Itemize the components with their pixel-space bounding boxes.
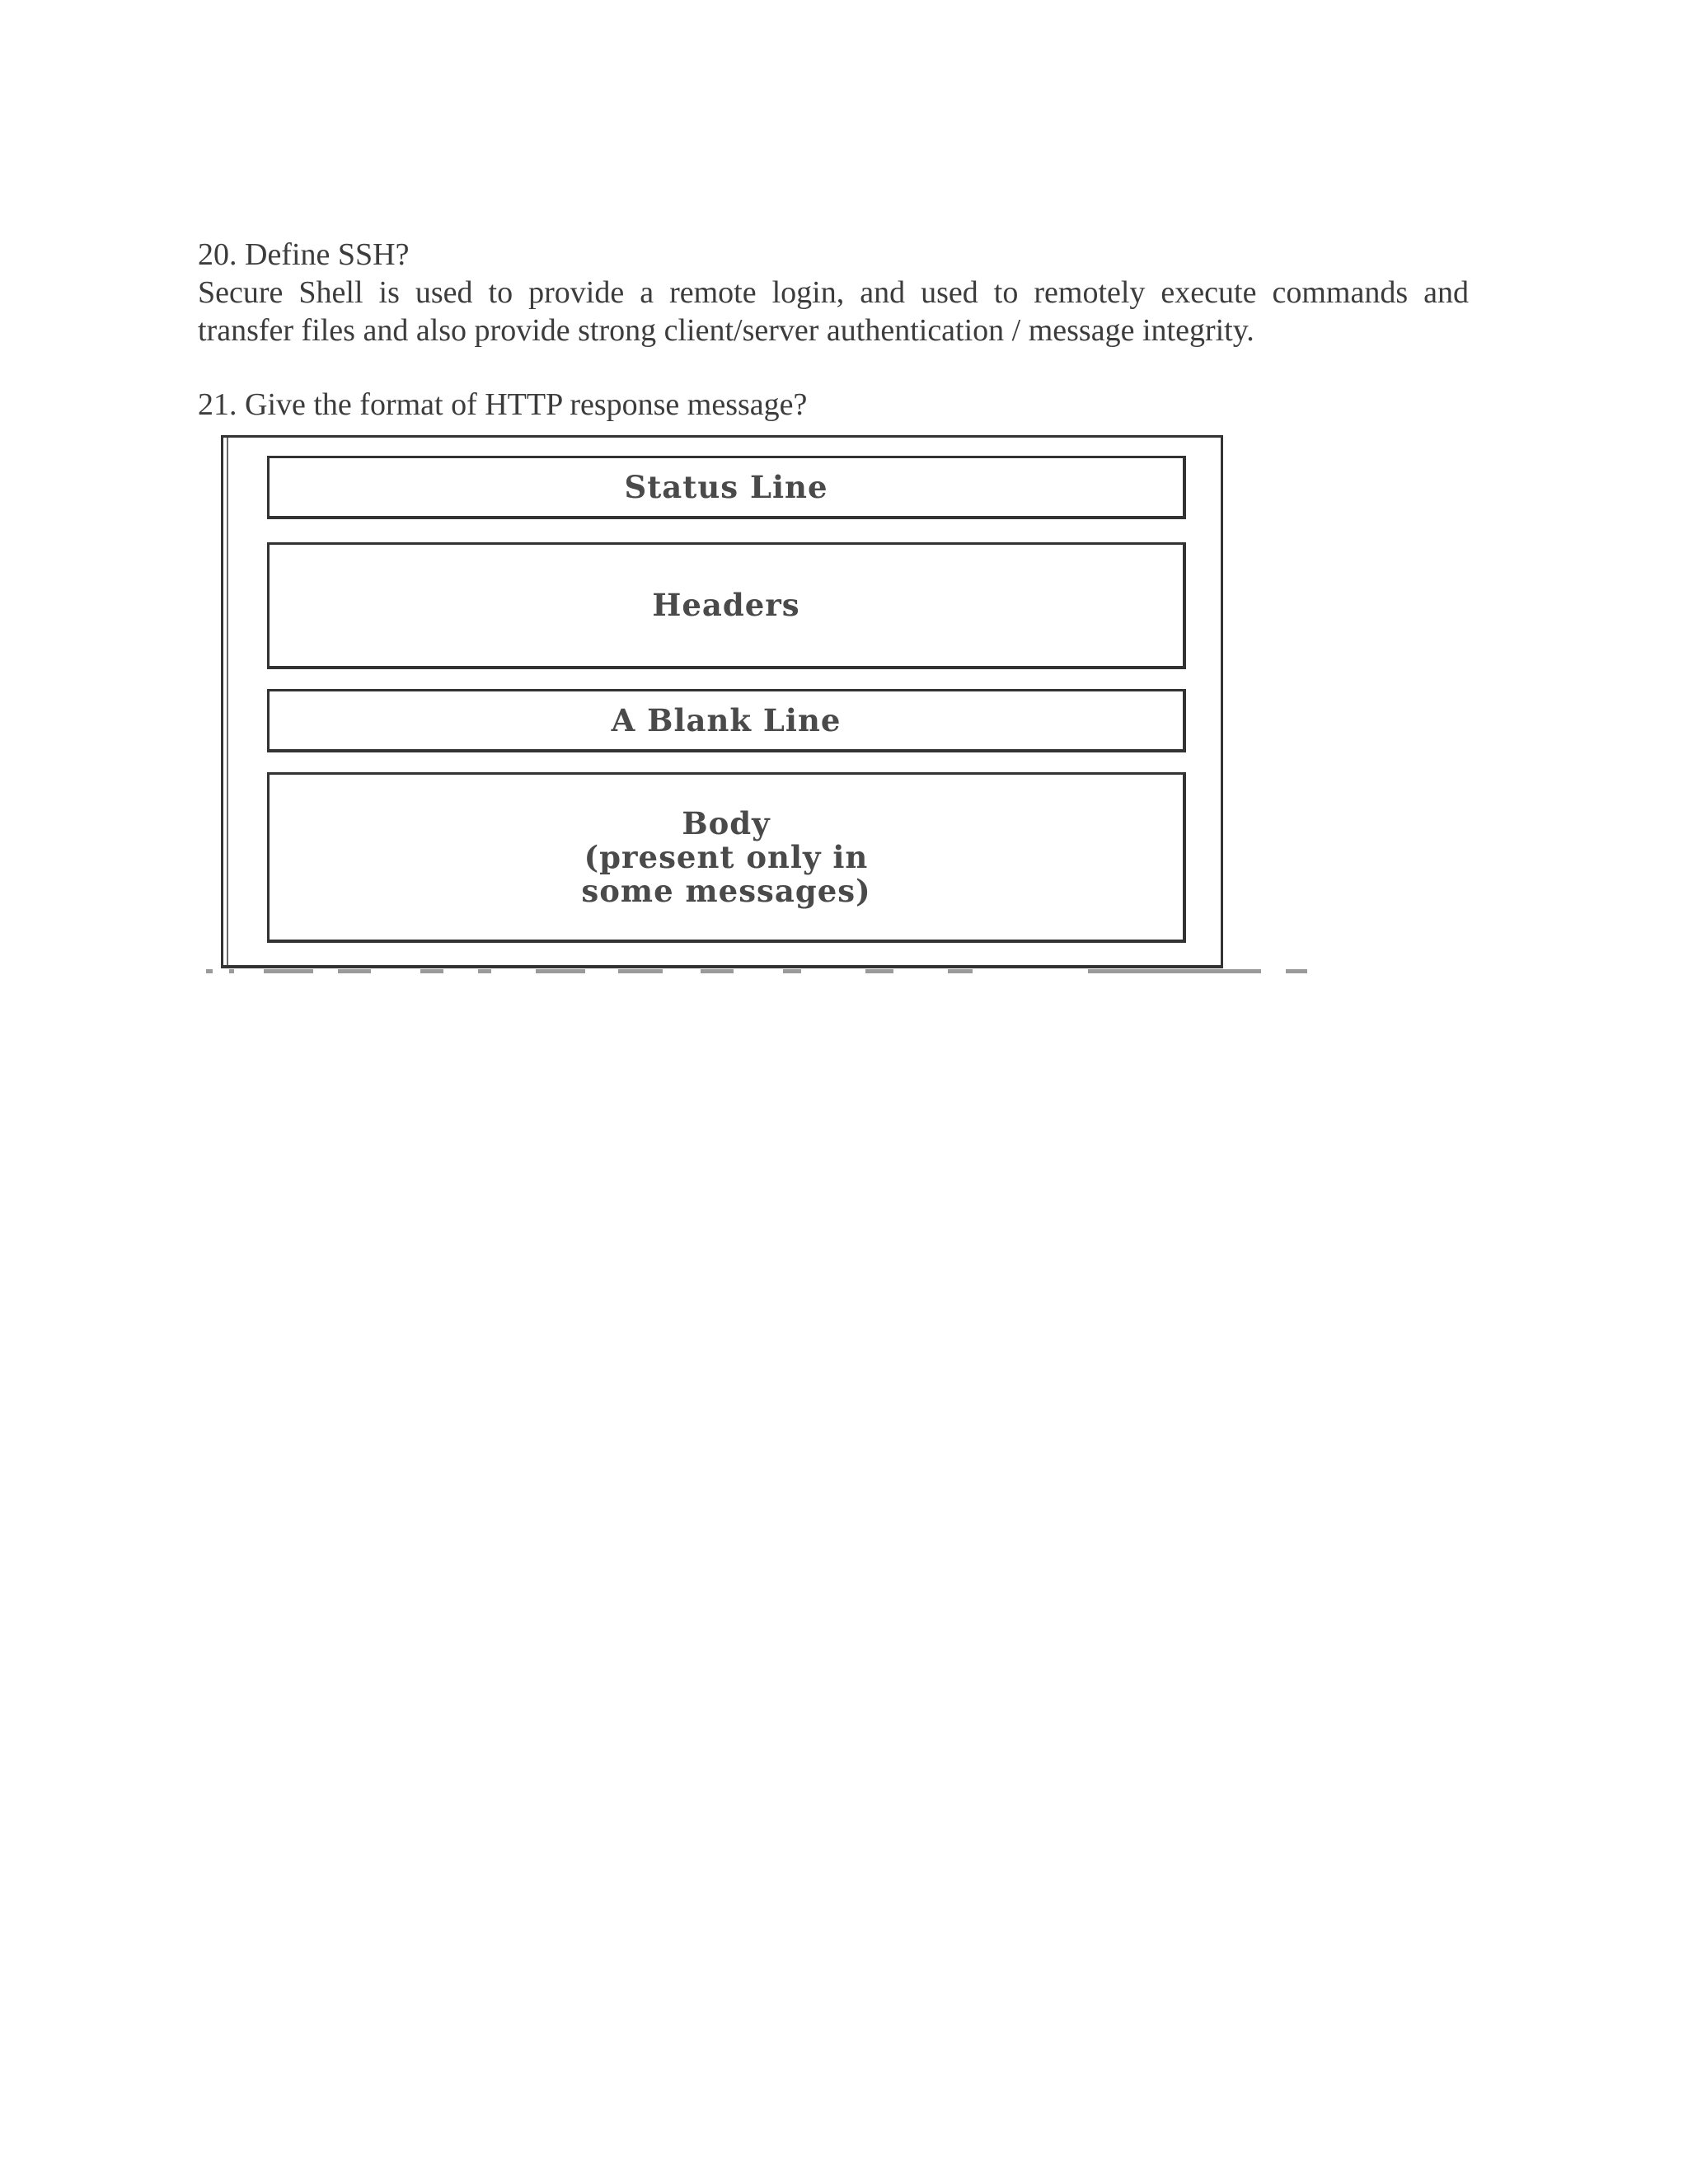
body-label-line: Body bbox=[682, 804, 771, 841]
blank-line-box bbox=[267, 689, 1186, 752]
status-line-label: Status Line bbox=[624, 468, 828, 505]
status-line-box bbox=[267, 456, 1186, 519]
clipped-text-fragment bbox=[206, 968, 1311, 976]
question-20-answer bbox=[198, 274, 1469, 349]
headers-label: Headers bbox=[652, 587, 800, 623]
http-response-format-diagram bbox=[221, 435, 1223, 968]
answer-line: transfer files and also provide strong client/server authentication / message integrity. bbox=[198, 313, 1254, 348]
body-label-line: some messages) bbox=[581, 872, 871, 909]
answer-line: Secure Shell is used to provide a remote login, and used to remotely execute commands and bbox=[198, 275, 1469, 310]
body-label bbox=[581, 804, 871, 909]
headers-box bbox=[267, 542, 1186, 669]
body-box bbox=[267, 772, 1186, 943]
body-label-line: (present only in bbox=[584, 838, 869, 875]
question-21-title: 21. Give the format of HTTP response message? bbox=[198, 387, 808, 422]
diagram-left-rail bbox=[227, 438, 228, 965]
blank-line-label: A Blank Line bbox=[611, 701, 842, 738]
question-20-title: 20. Define SSH? bbox=[198, 237, 410, 272]
